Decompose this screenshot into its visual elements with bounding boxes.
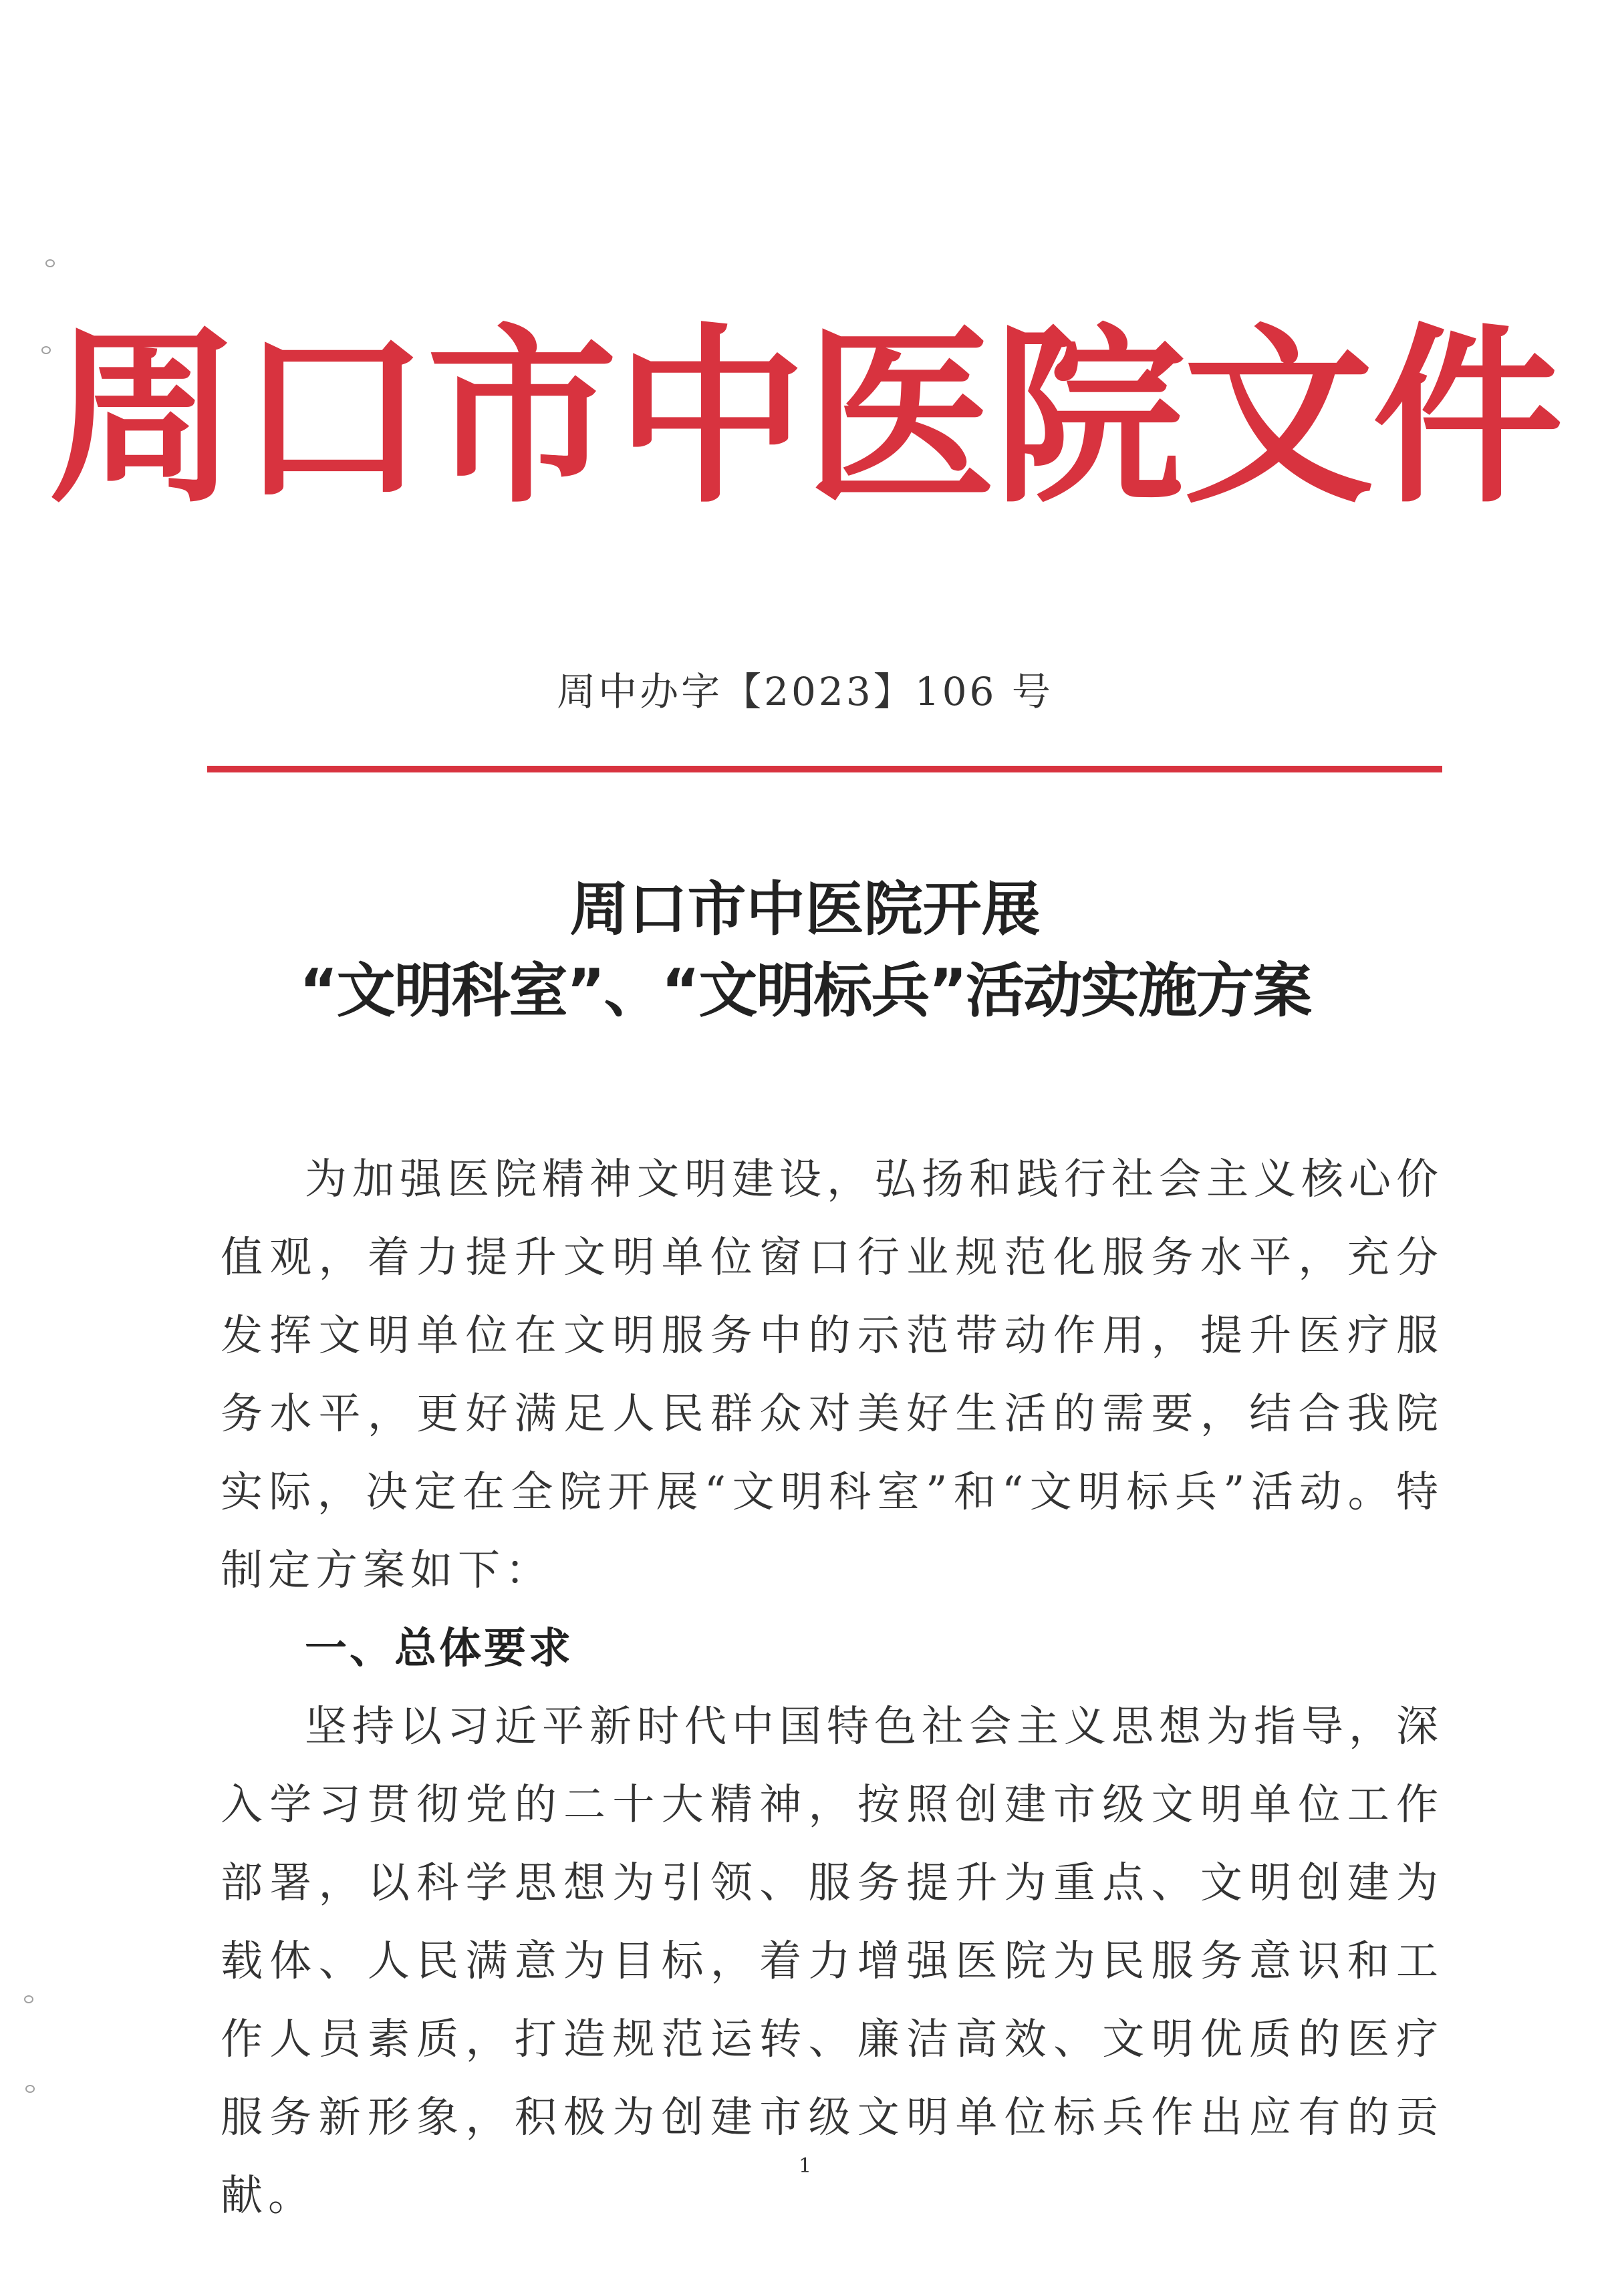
section-heading-general-requirements: 一、总体要求 xyxy=(305,1624,573,1673)
page-number: 1 xyxy=(798,2154,812,2178)
scan-speck xyxy=(25,2085,35,2093)
document-masthead: 周口市中医院文件 xyxy=(48,305,1562,529)
scan-speck xyxy=(24,1995,33,2003)
document-number: 周中办字【2023】106 号 xyxy=(557,669,1053,714)
intro-paragraph: 为加强医院精神文明建设，弘扬和践行社会主义核心价值观，着力提升文明单位窗口行业规范化服务水平，充分发挥文明单位在文明服务中的示范带动作用，提升医疗服务水平，更好满足人民群众对美好生活的需要，结合我院实际，决定在全院开展“文明科室”和“文明标兵”活动。特制定方案如下： xyxy=(221,1155,1444,1594)
title-line-1: 周口市中医院开展 xyxy=(569,875,1041,944)
document-title xyxy=(0,869,1610,1032)
title-line-2: “文明科室”、“文明标兵”活动实施方案 xyxy=(299,956,1311,1025)
document-body xyxy=(221,1140,1444,2235)
red-separator-rule xyxy=(207,766,1442,772)
general-requirements-paragraph: 坚持以习近平新时代中国特色社会主义思想为指导，深入学习贯彻党的二十大精神，按照创建市级文明单位工作部署，以科学思想为引领、服务提升为重点、文明创建为载体、人民满意为目标，着力增强医院为民服务意识和工作人员素质，打造规范运转、廉洁高效、文明优质的医疗服务新形象，积极为创建市级文明单位标兵作出应有的贡献。 xyxy=(221,1702,1444,2220)
scan-speck xyxy=(45,259,55,267)
